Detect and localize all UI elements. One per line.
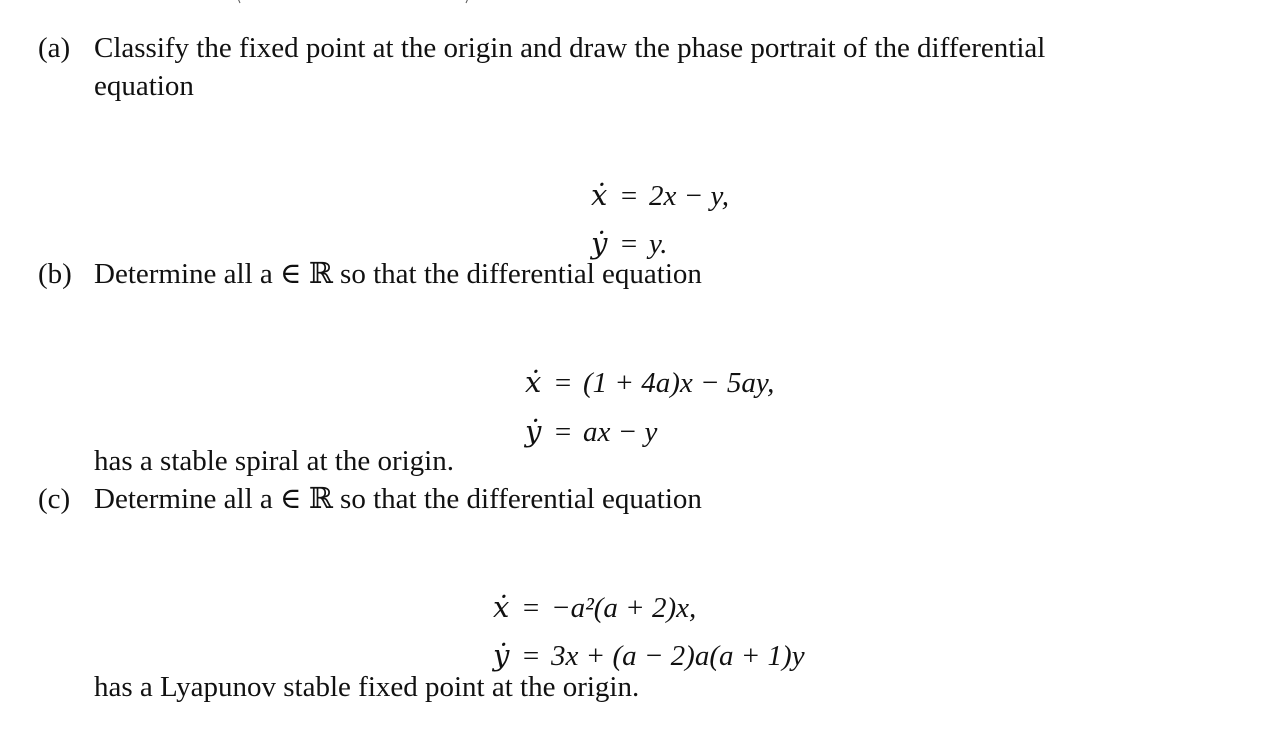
item-a-text-line-1: Classify the fixed point at the origin and draw the phase portrait of the differential bbox=[94, 32, 1046, 64]
eq-lhs: ẋ bbox=[493, 590, 510, 624]
eq-lhs: ẋ bbox=[591, 178, 608, 212]
eq-lhs: ẏ bbox=[493, 638, 510, 672]
item-a-text-line-2: equation bbox=[94, 70, 194, 102]
eq-rhs: −a²(a + 2)x, bbox=[551, 592, 697, 624]
eq-relation: = bbox=[620, 180, 638, 212]
eq-rhs: y. bbox=[649, 228, 668, 260]
item-b-text-line-1: Determine all a ∈ ℝ so that the differential equation bbox=[94, 258, 702, 290]
eq-rhs: 2x − y, bbox=[649, 180, 729, 212]
eq-relation: = bbox=[522, 592, 540, 624]
item-b-equation-2 bbox=[496, 374, 657, 489]
eq-relation: = bbox=[522, 640, 540, 672]
eq-relation: = bbox=[554, 416, 572, 448]
cropped-top-marks bbox=[0, 0, 1268, 4]
item-c-text-line-1: Determine all a ∈ ℝ so that the differential equation bbox=[94, 483, 702, 515]
eq-rhs: 3x + (a − 2)a(a + 1)y bbox=[551, 640, 805, 672]
eq-lhs: ẏ bbox=[525, 414, 542, 448]
eq-rhs: ax − y bbox=[583, 416, 658, 448]
eq-lhs: ẋ bbox=[525, 365, 542, 399]
item-c-after-text: has a Lyapunov stable fixed point at the origin. bbox=[94, 671, 640, 703]
item-label-c: (c) bbox=[38, 483, 71, 515]
eq-rhs: (1 + 4a)x − 5ay, bbox=[583, 367, 775, 399]
eq-lhs: ẏ bbox=[591, 226, 608, 260]
item-b-after-text: has a stable spiral at the origin. bbox=[94, 445, 454, 477]
item-label-b: (b) bbox=[38, 258, 72, 290]
item-label-a: (a) bbox=[38, 32, 71, 64]
eq-relation: = bbox=[554, 367, 572, 399]
eq-relation: = bbox=[620, 228, 638, 260]
